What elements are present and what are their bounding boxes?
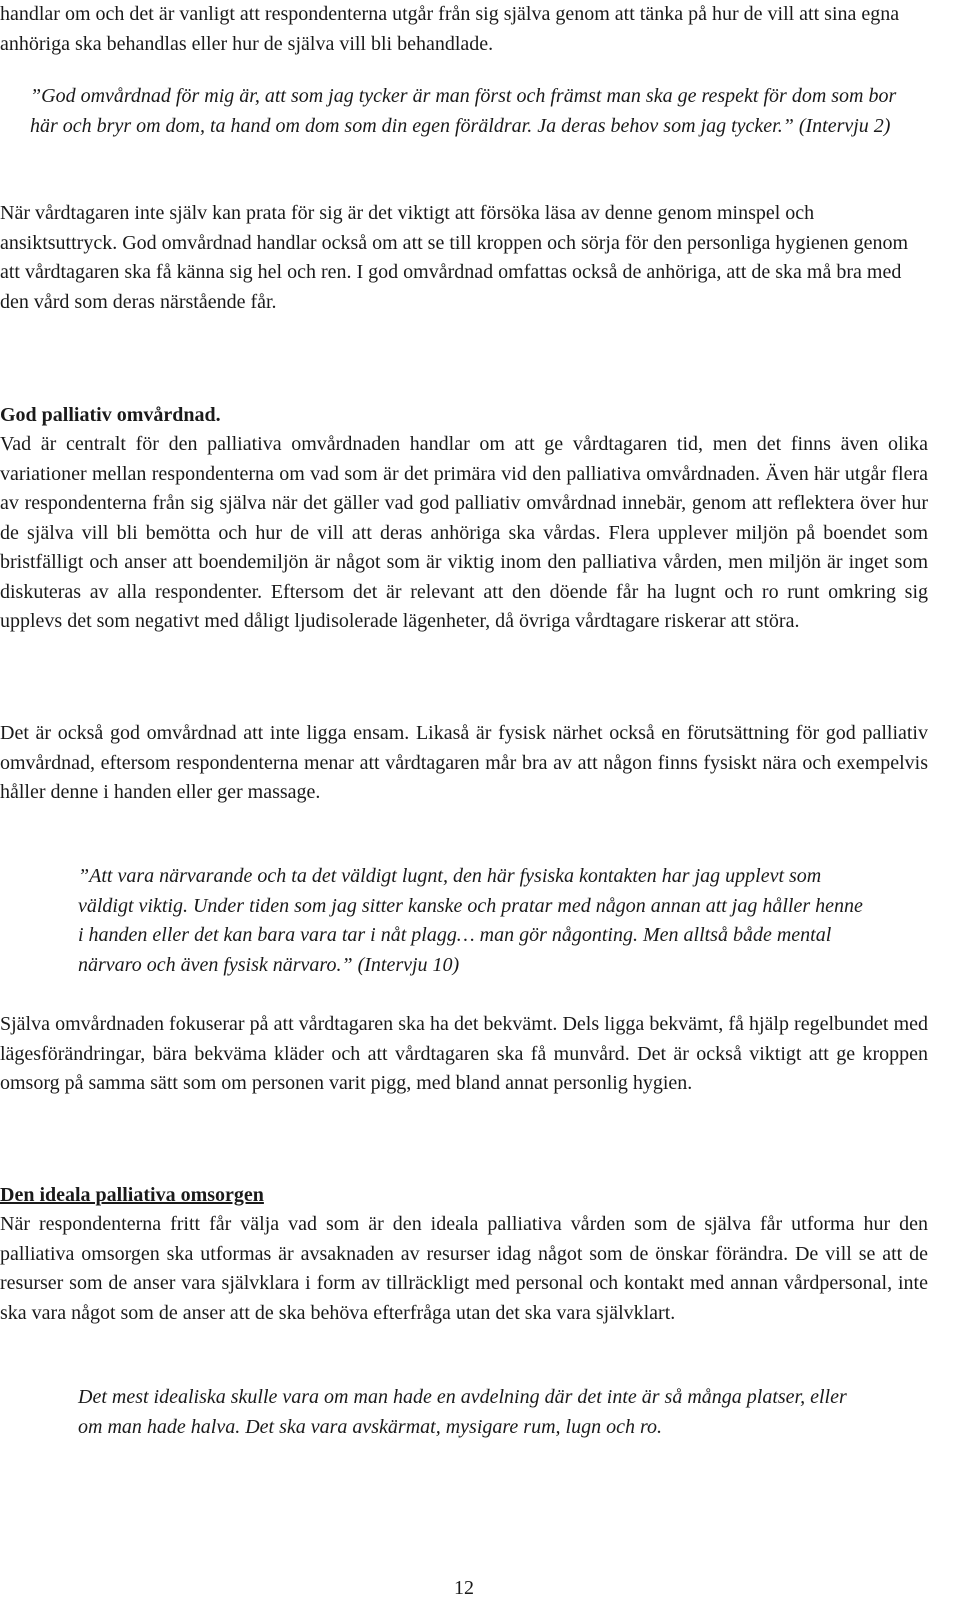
section-heading-god-palliativ-omvardnad: God palliativ omvårdnad. (0, 404, 221, 426)
paragraph-intro: handlar om och det är vanligt att respondenterna utgår från sig själva genom att tänka på hur de vill att sina egna anhöriga ska behandlas eller hur de själva vill bli behandlade. (0, 3, 900, 55)
quote-intervju-10: ”Att vara närvarande och ta det väldigt lugnt, den här fysiska kontakten har jag upplevt som väldigt viktig. Under tiden som jag sitter kanske och pratar med någon annan att jag håller henne i handen eller det kan bara vara tar i nåt plagg… man gör någonting. Men alltså både mental närvaro och även fysisk närvaro.” (Intervju 10) (78, 865, 863, 976)
quote-intervju-2: ”God omvårdnad för mig är, att som jag tycker är man först och främst man ska ge respekt för dom som bor här och bryr om dom, ta hand om dom som din egen föräldrar. Ja deras behov som jag tycker.” (Intervju 2) (30, 85, 897, 137)
paragraph-fysisk-narhet: Det är också god omvårdnad att inte ligga ensam. Likaså är fysisk närhet också en förutsättning för god palliativ omvårdnad, eftersom respondenterna menar att vårdtagaren mår bra av att någon finns fysiskt nära och exempelvis håller denne i handen eller ger massage. (0, 722, 928, 803)
paragraph-ideala-omsorgen: När respondenterna fritt får välja vad som är den ideala palliativa vården som de själva får utforma hur den palliativa omsorgen ska utformas är avsaknaden av resurser idag något som de önskar förändra. De vill se att de resurser som de anser vara självklara i form av tillräckligt med personal och kontakt med annan vårdpersonal, inte ska vara något som de anser att de ska behöva efterfråga utan det ska vara självklart. (0, 1213, 928, 1324)
paragraph-god-omvardnad: När vårdtagaren inte själv kan prata för sig är det viktigt att försöka läsa av denne genom minspel och ansiktsuttryck. God omvårdnad handlar också om att se till kroppen och sörja för den personliga hygienen genom att vårdtagaren ska få känna sig hel och ren. I god omvårdnad omfattas också de anhöriga, att de ska må bra med den vård som deras närstående får. (0, 202, 909, 313)
quote-idealiska: Det mest idealiska skulle vara om man hade en avdelning där det inte är så många platser, eller om man hade halva. Det ska vara avskärmat, mysigare rum, lugn och ro. (78, 1386, 847, 1438)
page-number: 12 (454, 1577, 474, 1599)
section-heading-ideala-omsorgen: Den ideala palliativa omsorgen (0, 1184, 264, 1206)
paragraph-sjalva-omvardnaden: Själva omvårdnaden fokuserar på att vårdtagaren ska ha det bekvämt. Dels ligga bekvämt, få hjälp regelbundet med lägesförändringar, bära bekväma kläder och att vårdtagaren ska få munvård. Det är också viktigt att ge kroppen omsorg på samma sätt som om personen varit pigg, med bland annat personlig hygien. (0, 1013, 928, 1094)
paragraph-palliativ-omvardnad: Vad är centralt för den palliativa omvårdnaden handlar om att ge vårdtagaren tid, men det finns även olika variationer mellan respondenterna om vad som är det primära vid den palliativa omvårdnaden. Även här utgår flera av respondenterna från sig själva när det gäller vad god palliativ omvårdnad innebär, genom att reflektera över hur de själva vill bli bemötta och hur de vill att deras anhöriga ska vårdas. Flera upplever miljön på boendet som bristfälligt och anser att boendemiljön är något som är viktig inom den palliativa vården, men miljön är inget som diskuteras av alla respondenter. Eftersom det är relevant att den döende får ha lugnt och ro runt omkring sig upplevs det som negativt med dåligt ljudisolerade lägenheter, då övriga vårdtagare riskerar att störa. (0, 433, 928, 632)
